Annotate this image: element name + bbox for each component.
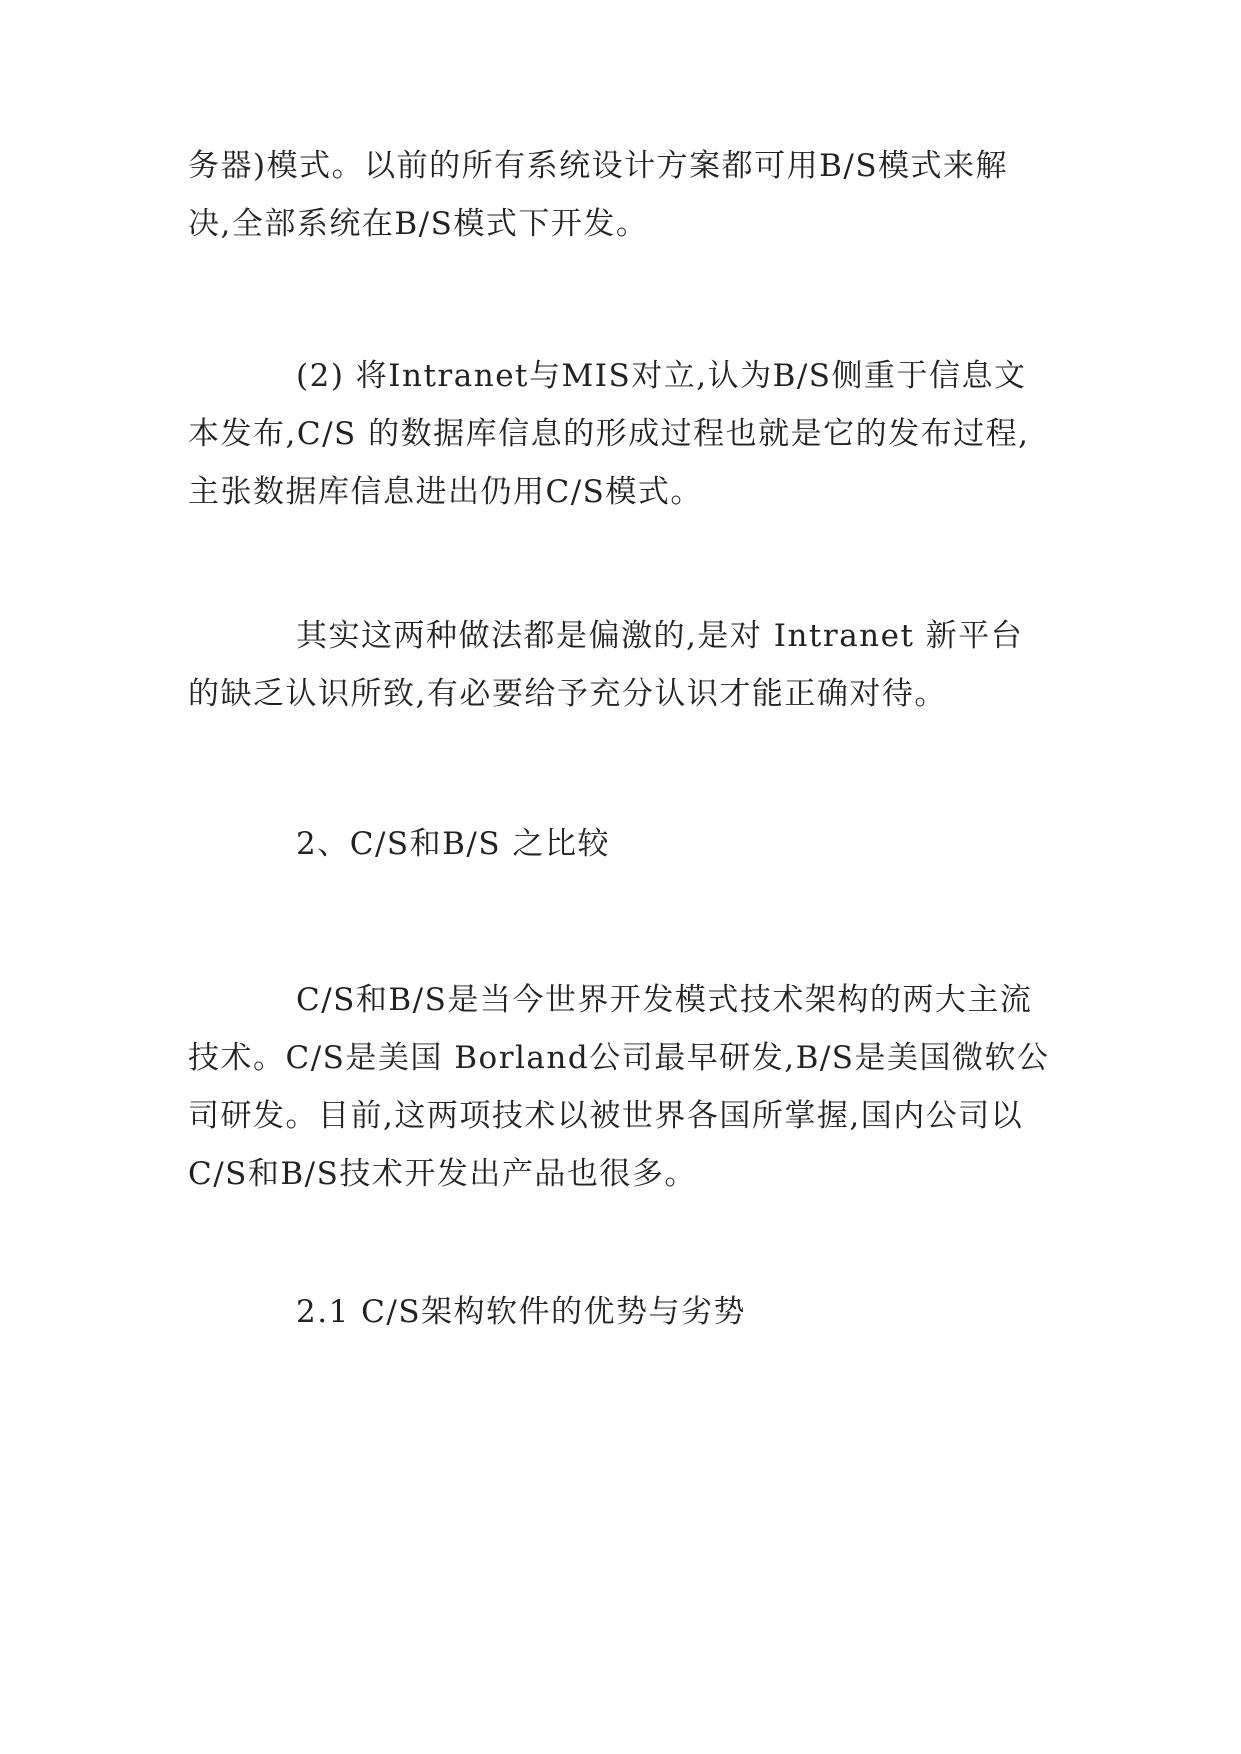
paragraph-continuation (188, 137, 1058, 253)
text-line: 的缺乏认识所致,有必要给予充分认识才能正确对待。 (188, 676, 947, 712)
text-line: 务器)模式。以前的所有系统设计方案都可用B/S模式来解 (188, 148, 1009, 184)
text-line: 司研发。目前,这两项技术以被世界各国所掌握,国内公司以 (188, 1098, 1024, 1134)
text-line: 技术。C/S是美国 Borland公司最早研发,B/S是美国微软公 (188, 1040, 1050, 1076)
text-line: (2) 将Intranet与MIS对立,认为B/S侧重于信息文 (296, 358, 1027, 394)
text-line: 主张数据库信息进出仍用C/S模式。 (188, 474, 703, 510)
text-line: 决,全部系统在B/S模式下开发。 (188, 206, 649, 242)
section-heading: 2、C/S和B/S 之比较 (296, 826, 610, 862)
paragraph-point-2 (188, 347, 1058, 521)
text-line: 本发布,C/S 的数据库信息的形成过程也就是它的发布过程, (188, 416, 1030, 452)
paragraph-conclusion (188, 607, 1058, 723)
text-line: 其实这两种做法都是偏激的,是对 Intranet 新平台 (296, 618, 1024, 654)
section-heading: 2.1 C/S架构软件的优势与劣势 (296, 1294, 747, 1330)
paragraph-comparison (188, 971, 1058, 1203)
section-heading-2-1 (188, 1283, 1058, 1341)
section-heading-2 (188, 815, 1058, 873)
text-line: C/S和B/S是当今世界开发模式技术架构的两大主流 (296, 982, 1033, 1018)
text-line: C/S和B/S技术开发出产品也很多。 (188, 1156, 697, 1192)
